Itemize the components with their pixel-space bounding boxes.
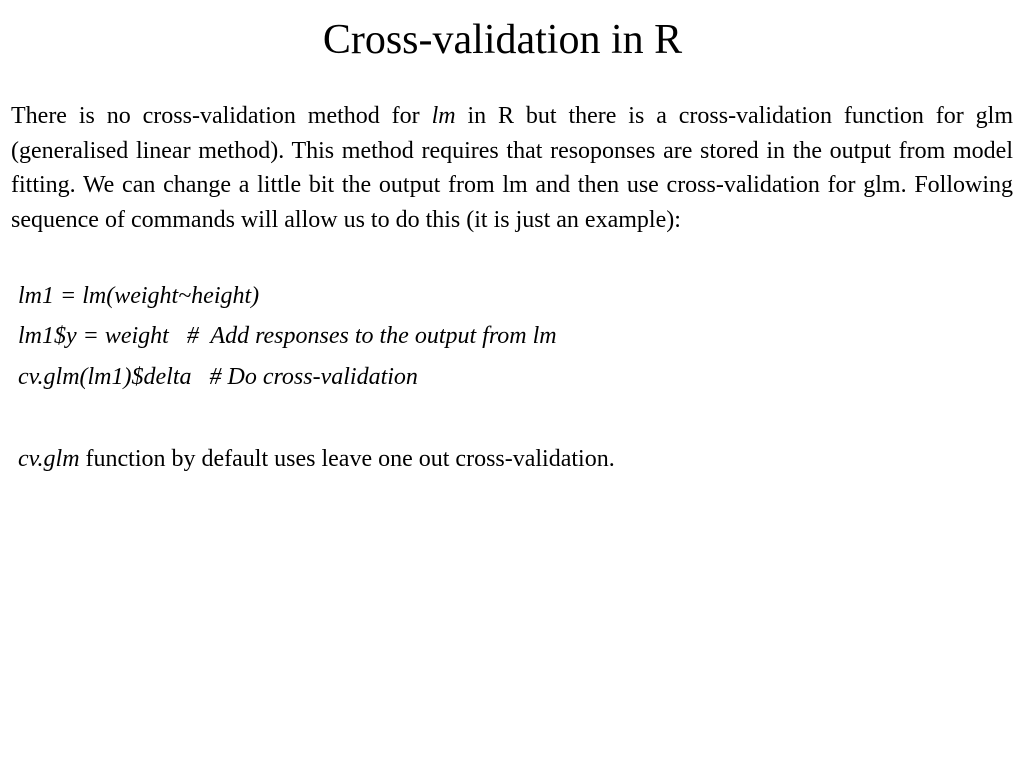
cv-glm-note-text: function by default uses leave one out cross-validation. <box>79 446 615 472</box>
code-line-3: cv.glm(lm1)$delta # Do cross-validation <box>18 364 418 390</box>
cv-glm-note <box>18 444 615 474</box>
cv-glm-term: cv.glm <box>18 446 80 472</box>
code-line-1: lm1 = lm(weight~height) <box>18 283 260 309</box>
lm-term: lm <box>431 103 456 129</box>
paragraph-text-rest: in R but there is a cross-validation function for glm (generalised linear method). This method requires that resoponses are stored in the output from model fitting. We can change a little bit the output from lm and then use cross-validation for glm. Following sequence of commands will allow us to do this (it is just an example): <box>11 103 1014 233</box>
slide-title: Cross-validation in R <box>322 17 683 63</box>
code-line-2: lm1$y = weight # Add responses to the output from lm <box>18 323 557 349</box>
paragraph-text-start: There is no cross-validation method for <box>11 103 432 129</box>
intro-paragraph <box>11 99 1013 237</box>
